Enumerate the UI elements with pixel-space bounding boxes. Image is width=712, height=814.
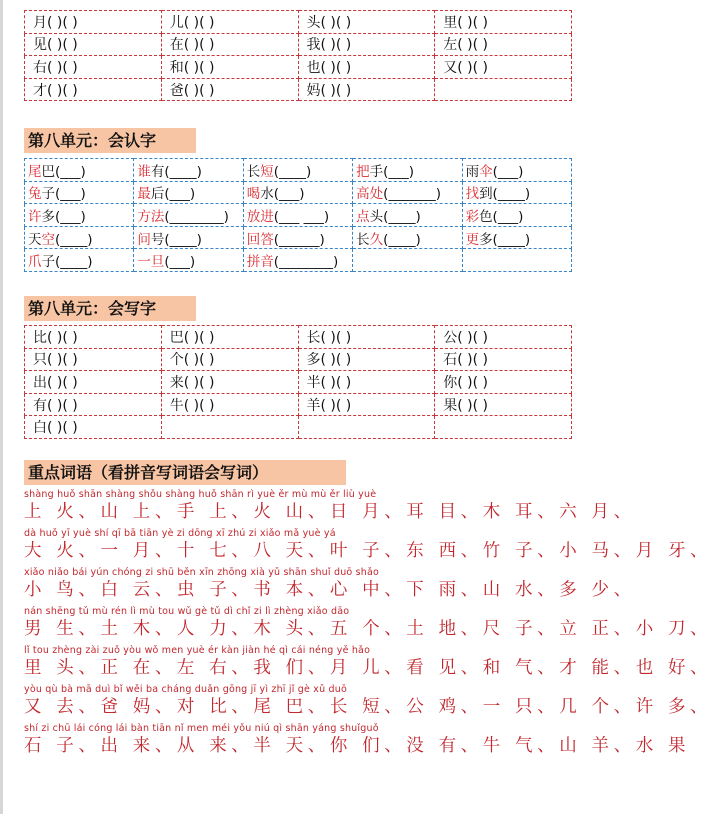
table-row [25, 348, 572, 371]
character-cell: 有( )( ) [25, 393, 162, 416]
ciyu-row [24, 606, 712, 645]
ciyu-row [24, 645, 712, 684]
hanzi-line: 里 头、正 在、左 右、我 们、月 儿、看 见、和 气、才 能、也 好、 [24, 658, 712, 678]
word-rest: (____) [273, 163, 312, 180]
ciyu-row [24, 567, 636, 606]
highlight-character: 放进 [246, 208, 274, 225]
word-cell [243, 159, 352, 182]
hanzi-line: 男 生、土 木、人 力、木 头、五 个、土 地、尺 子、立 正、小 刀、 [24, 619, 712, 639]
pinyin-line: yòu qù bà mā duì bǐ wěi ba cháng duǎn gōng jī yì zhī jǐ gè xǔ duō [24, 684, 347, 695]
character-cell: 里( )( ) [435, 11, 572, 34]
ciyu-row [24, 528, 712, 567]
pinyin-line: dà huǒ yī yuè shí qī bā tiān yè zi dōng xī zhú zi xiǎo mǎ yuè yá [24, 528, 336, 539]
character-cell [161, 416, 298, 439]
table-row [25, 56, 572, 79]
word-rest: (___ ___) [273, 208, 330, 225]
character-cell: 妈( )( ) [298, 78, 435, 101]
table-row [25, 326, 572, 349]
character-cell: 又( )( ) [435, 56, 572, 79]
word-cell [243, 226, 352, 249]
word-rest: 巴(___) [41, 163, 86, 180]
character-cell: 见( )( ) [25, 33, 162, 56]
highlight-character: 回答 [246, 231, 274, 248]
word-rest: 子(____) [41, 254, 93, 271]
word-cell [25, 204, 134, 227]
character-cell: 半( )( ) [298, 371, 435, 394]
word-cell [134, 249, 243, 272]
word-rest: 多(___) [41, 208, 86, 225]
pinyin-line: shí zi chū lái cóng lái bàn tiān nǐ men méi yǒu niú qì shān yáng shuǐguǒ [24, 723, 379, 734]
character-cell: 牛( )( ) [161, 393, 298, 416]
word-prefix: 长 [246, 163, 261, 180]
character-cell: 你( )( ) [435, 371, 572, 394]
character-cell: 来( )( ) [161, 371, 298, 394]
character-cell: 羊( )( ) [298, 393, 435, 416]
hanzi-line: 又 去、爸 妈、对 比、尾 巴、长 短、公 鸡、一 只、几 个、许 多、 [24, 697, 712, 717]
word-prefix: 长 [356, 231, 370, 248]
character-cell: 果( )( ) [435, 393, 572, 416]
character-cell: 石( )( ) [435, 348, 572, 371]
highlight-character: 伞 [479, 163, 493, 180]
word-rest: (___) [164, 254, 196, 271]
word-cell [353, 249, 462, 272]
highlight-character: 最 [137, 186, 151, 203]
character-cell: 出( )( ) [25, 371, 162, 394]
top-character-table [24, 10, 572, 101]
word-cell [25, 159, 134, 182]
word-cell [353, 204, 462, 227]
table-row [25, 393, 572, 416]
word-rest: 色(___) [479, 208, 524, 225]
section-title-renzi: 第八单元：会认字 [24, 128, 196, 153]
highlight-character: 空 [41, 231, 55, 248]
word-cell [353, 159, 462, 182]
highlight-character: 喝 [246, 186, 261, 203]
page-edge [0, 0, 3, 814]
word-cell [462, 204, 571, 227]
word-cell [353, 181, 462, 204]
word-rest: 水(___) [260, 186, 305, 203]
table-row [25, 11, 572, 34]
ciyu-row [24, 723, 691, 762]
character-cell: 多( )( ) [298, 348, 435, 371]
word-rest: 号(____) [150, 231, 202, 248]
word-rest: (________) [164, 208, 229, 225]
word-cell [134, 204, 243, 227]
highlight-character: 问 [137, 231, 151, 248]
table-row [25, 159, 572, 182]
character-cell [435, 416, 572, 439]
character-cell [298, 416, 435, 439]
hanzi-line: 石 子、出 来、从 来、半 天、你 们、没 有、牛 气、山 羊、水 果 [24, 736, 691, 756]
word-rest: 有(____) [150, 163, 202, 180]
character-cell: 右( )( ) [25, 56, 162, 79]
word-cell [462, 181, 571, 204]
word-cell [243, 181, 352, 204]
character-cell: 月( )( ) [25, 11, 162, 34]
highlight-character: 一旦 [137, 254, 165, 271]
pinyin-line: lǐ tou zhèng zài zuǒ yòu wǒ men yuè ér kàn jiàn hé qì cái néng yě hǎo [24, 645, 371, 656]
character-cell: 个( )( ) [161, 348, 298, 371]
highlight-character: 尾 [28, 163, 42, 180]
table-row [25, 371, 572, 394]
highlight-character: 找 [465, 186, 480, 203]
table-row [25, 33, 572, 56]
word-cell [25, 181, 134, 204]
highlight-character: 久 [369, 231, 384, 248]
highlight-character: 兔 [28, 186, 42, 203]
word-cell [243, 249, 352, 272]
highlight-character: 点 [356, 208, 370, 225]
highlight-character: 拼音 [246, 254, 274, 271]
word-cell [25, 249, 134, 272]
character-cell: 白( )( ) [25, 416, 162, 439]
word-rest: 后(___) [150, 186, 196, 203]
table-row [25, 416, 572, 439]
hanzi-line: 大 火、一 月、十 七、八 天、叶 子、东 西、竹 子、小 马、月 牙、 [24, 541, 712, 561]
word-cell [462, 249, 571, 272]
section-title-ciyu: 重点词语（看拼音写词语会写词） [24, 460, 346, 485]
xiezi-table [24, 325, 572, 439]
word-rest: (_______) [383, 186, 441, 203]
word-rest: (____) [55, 231, 93, 248]
highlight-character: 彩 [465, 208, 480, 225]
highlight-character: 把 [356, 163, 370, 180]
word-rest: 手(___) [369, 163, 414, 180]
ciyu-row [24, 489, 636, 528]
table-row [25, 204, 572, 227]
pinyin-line: nán shēng tǔ mù rén lì mù tou wǔ gè tǔ dì chǐ zi lì zhèng xiǎo dāo [24, 606, 350, 617]
hanzi-line: 上 火、山 上、手 上、火 山、日 月、耳 目、木 耳、六 月、 [24, 502, 636, 522]
renzi-table [24, 158, 572, 272]
table-row [25, 226, 572, 249]
highlight-character: 谁 [137, 163, 151, 180]
character-cell: 长( )( ) [298, 326, 435, 349]
word-rest: 到(____) [479, 186, 531, 203]
character-cell: 头( )( ) [298, 11, 435, 34]
highlight-character: 许 [28, 208, 42, 225]
character-cell: 也( )( ) [298, 56, 435, 79]
table-row [25, 78, 572, 101]
word-rest: (___) [492, 163, 524, 180]
word-rest: (____) [383, 231, 421, 248]
ciyu-row [24, 684, 712, 723]
table-row [25, 249, 572, 272]
character-cell: 和( )( ) [161, 56, 298, 79]
word-rest: 多(____) [479, 231, 531, 248]
highlight-character: 爪 [28, 254, 42, 271]
character-cell: 公( )( ) [435, 326, 572, 349]
character-cell: 我( )( ) [298, 33, 435, 56]
character-cell: 在( )( ) [161, 33, 298, 56]
word-rest: (______) [273, 231, 325, 248]
word-cell [462, 159, 571, 182]
word-cell [134, 226, 243, 249]
pinyin-line: xiǎo niǎo bái yún chóng zi shū běn xīn zhōng xià yǔ shān shuǐ duō shǎo [24, 567, 380, 578]
character-cell: 爸( )( ) [161, 78, 298, 101]
ciyu-block [24, 489, 712, 762]
word-prefix: 天 [28, 231, 42, 248]
word-cell [25, 226, 134, 249]
word-prefix: 雨 [465, 163, 480, 180]
word-rest: 子(___) [41, 186, 86, 203]
pinyin-line: shàng huǒ shān shàng shǒu shàng huǒ shān rì yuè ěr mù mù ěr liù yuè [24, 489, 377, 500]
character-cell: 才( )( ) [25, 78, 162, 101]
word-rest: 头(____) [369, 208, 421, 225]
word-cell [353, 226, 462, 249]
table-row [25, 181, 572, 204]
section-title-xiezi: 第八单元：会写字 [24, 296, 196, 321]
highlight-character: 高处 [356, 186, 384, 203]
character-cell: 只( )( ) [25, 348, 162, 371]
character-cell: 左( )( ) [435, 33, 572, 56]
highlight-character: 方法 [137, 208, 165, 225]
character-cell: 巴( )( ) [161, 326, 298, 349]
word-cell [134, 159, 243, 182]
hanzi-line: 小 鸟、白 云、虫 子、书 本、心 中、下 雨、山 水、多 少、 [24, 580, 636, 600]
word-cell [134, 181, 243, 204]
word-cell [243, 204, 352, 227]
highlight-character: 更 [465, 231, 480, 248]
word-rest: (________) [273, 254, 339, 271]
character-cell [435, 78, 572, 101]
word-cell [462, 226, 571, 249]
highlight-character: 短 [260, 163, 274, 180]
character-cell: 比( )( ) [25, 326, 162, 349]
character-cell: 儿( )( ) [161, 11, 298, 34]
